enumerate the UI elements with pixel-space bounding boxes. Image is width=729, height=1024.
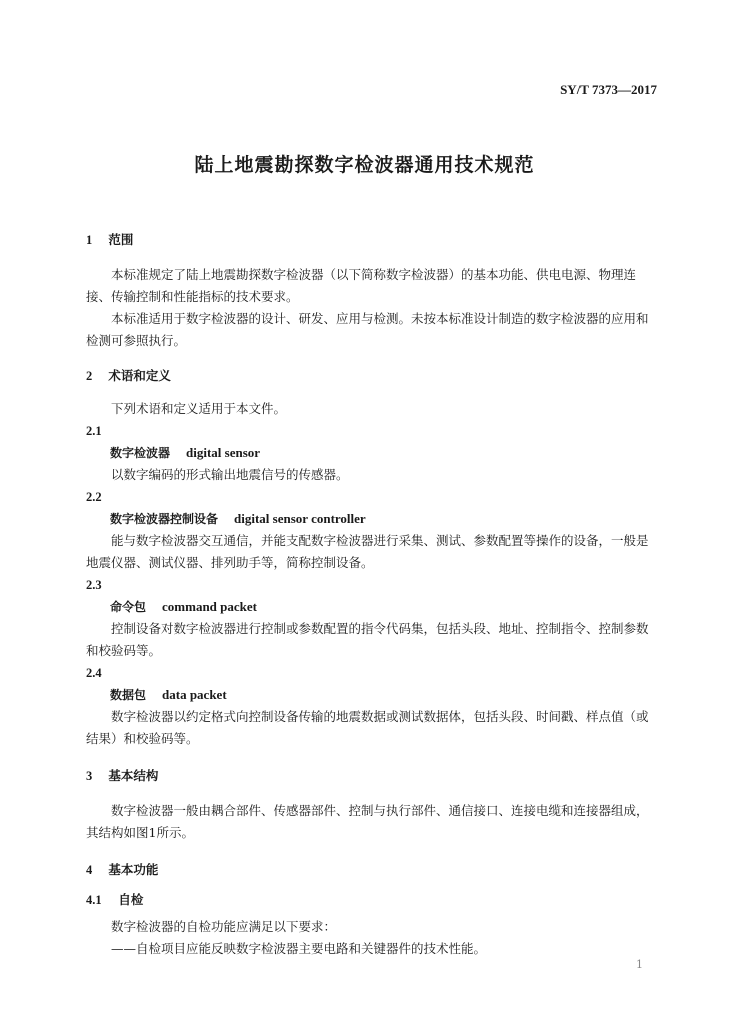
term-definition: 能与数字检波器交互通信，并能支配数字检波器进行采集、测试、参数配置等操作的设备，一般是地震仪器、测试仪器、排列助手等，简称控制设备。 bbox=[86, 533, 649, 570]
subsection-4-1-heading bbox=[86, 890, 658, 908]
standard-code: SY/T 7373—2017 bbox=[560, 82, 657, 97]
paragraph: 下列术语和定义适用于本文件。 bbox=[111, 401, 287, 416]
paragraph: 本标准适用于数字检波器的设计、研发、应用与检测。未按本标准设计制造的数字检波器的应用和检测可参照执行。 bbox=[86, 311, 649, 348]
term-english: data packet bbox=[162, 687, 227, 702]
term-number: 2.2 bbox=[86, 490, 102, 504]
term-title bbox=[86, 684, 658, 706]
document-body bbox=[86, 230, 658, 960]
term-english: digital sensor bbox=[186, 445, 261, 460]
section-2-heading bbox=[86, 366, 658, 384]
paragraph: 本标准规定了陆上地震勘探数字检波器（以下简称数字检波器）的基本功能、供电电源、物理连接、传输控制和性能指标的技术要求。 bbox=[86, 267, 637, 304]
term-chinese: 数字检波器控制设备 bbox=[110, 512, 219, 526]
section-4-heading bbox=[86, 860, 658, 878]
section-title: 术语和定义 bbox=[108, 368, 171, 383]
term-english: digital sensor controller bbox=[234, 511, 366, 526]
term-chinese: 数字检波器 bbox=[110, 446, 171, 460]
term-english: command packet bbox=[162, 599, 257, 614]
term-number: 2.3 bbox=[86, 578, 102, 592]
subsection-number: 4.1 bbox=[86, 893, 102, 907]
term-chinese: 数据包 bbox=[110, 688, 147, 702]
paragraph: 数字检波器一般由耦合部件、传感器部件、控制与执行部件、通信接口、连接电缆和连接器组成，其结构如图1所示。 bbox=[86, 803, 649, 840]
term-number: 2.4 bbox=[86, 666, 102, 680]
term-definition: 以数字编码的形式输出地震信号的传感器。 bbox=[111, 467, 349, 482]
term-definition: 控制设备对数字检波器进行控制或参数配置的指令代码集，包括头段、地址、控制指令、控制参数和校验码等。 bbox=[86, 621, 649, 658]
section-title: 基本结构 bbox=[108, 768, 159, 783]
term-chinese: 命令包 bbox=[110, 600, 147, 614]
paragraph: 数字检波器的自检功能应满足以下要求： bbox=[111, 919, 337, 934]
section-number: 4 bbox=[86, 863, 93, 877]
section-number: 3 bbox=[86, 769, 93, 783]
section-title: 基本功能 bbox=[108, 862, 159, 877]
subsection-title: 自检 bbox=[118, 892, 144, 907]
section-3-heading bbox=[86, 766, 658, 784]
page-number: 1 bbox=[636, 958, 643, 971]
section-number: 1 bbox=[86, 233, 93, 247]
section-number: 2 bbox=[86, 369, 93, 383]
document-title: 陆上地震勘探数字检波器通用技术规范 bbox=[194, 154, 535, 176]
term-title bbox=[86, 508, 658, 530]
term-number: 2.1 bbox=[86, 424, 102, 438]
section-title: 范围 bbox=[108, 232, 134, 247]
section-1-heading bbox=[86, 230, 658, 248]
term-title bbox=[86, 442, 658, 464]
term-definition: 数字检波器以约定格式向控制设备传输的地震数据或测试数据体，包括头段、时间戳、样点值（或结果）和校验码等。 bbox=[86, 709, 649, 746]
term-title bbox=[86, 596, 658, 618]
list-item: ——自检项目应能反映数字检波器主要电路和关键器件的技术性能。 bbox=[111, 941, 487, 956]
